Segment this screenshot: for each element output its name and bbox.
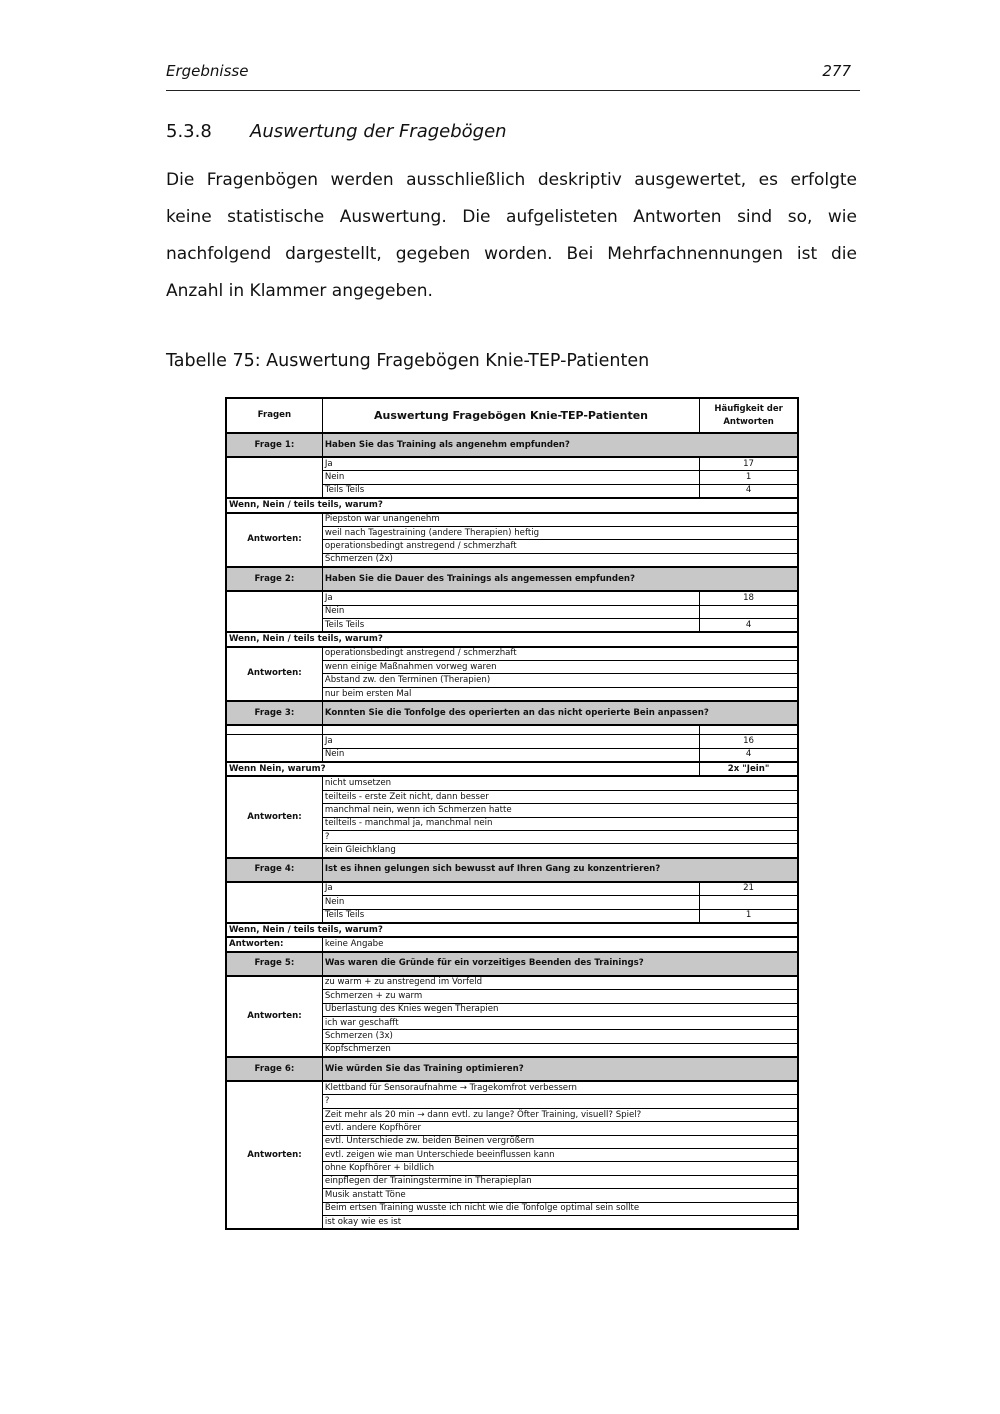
question-row bbox=[226, 567, 798, 591]
running-header bbox=[166, 60, 860, 91]
option-count bbox=[700, 896, 798, 909]
option-text: Ja bbox=[322, 591, 699, 605]
answer-text: ich war geschafft bbox=[322, 1016, 798, 1029]
col-header-frequency: Häufigkeit der Antworten bbox=[700, 398, 798, 433]
col-header-questions: Fragen bbox=[226, 398, 322, 433]
questionnaire-table bbox=[225, 397, 799, 1230]
why-row bbox=[226, 923, 798, 937]
option-text: Nein bbox=[322, 605, 699, 618]
option-count: 18 bbox=[700, 591, 798, 605]
answer-text: Schmerzen (3x) bbox=[322, 1030, 798, 1043]
answer-row bbox=[226, 1081, 798, 1095]
answer-text: keine Angabe bbox=[322, 937, 798, 951]
option-label-cell bbox=[226, 591, 322, 632]
answer-text: ? bbox=[322, 830, 798, 843]
answer-text: operationsbedingt anstregend / schmerzhaft bbox=[322, 647, 798, 661]
question-text: Was waren die Gründe für ein vorzeitiges Beenden des Trainings? bbox=[322, 952, 798, 976]
why-question: Wenn, Nein / teils teils, warum? bbox=[226, 923, 798, 937]
table-header-row bbox=[226, 398, 798, 433]
answer-text: teilteils - erste Zeit nicht, dann besser bbox=[322, 790, 798, 803]
answer-text: operationsbedingt anstregend / schmerzhaft bbox=[322, 540, 798, 553]
why-row bbox=[226, 632, 798, 646]
question-text: Wie würden Sie das Training optimieren? bbox=[322, 1057, 798, 1081]
option-text: Ja bbox=[322, 735, 699, 748]
answer-text: teilteils - manchmal ja, manchmal nein bbox=[322, 817, 798, 830]
question-number: Frage 6: bbox=[226, 1057, 322, 1081]
table-caption: Tabelle 75: Auswertung Fragebögen Knie-TEP-Patienten bbox=[166, 351, 650, 371]
col-header-title: Auswertung Fragebögen Knie-TEP-Patienten bbox=[322, 398, 699, 433]
answer-text: Überlastung des Knies wegen Therapien bbox=[322, 1003, 798, 1016]
question-text: Ist es ihnen gelungen sich bewusst auf Ihren Gang zu konzentrieren? bbox=[322, 858, 798, 882]
answer-text: evtl. zeigen wie man Unterschiede beeinflussen kann bbox=[322, 1149, 798, 1162]
option-text: Ja bbox=[322, 882, 699, 896]
question-text: Konnten Sie die Tonfolge des operierten an das nicht operierte Bein anpassen? bbox=[322, 701, 798, 725]
answer-text: Schmerzen (2x) bbox=[322, 553, 798, 567]
answer-text: zu warm + zu anstregend im Vorfeld bbox=[322, 976, 798, 990]
option-count: 16 bbox=[700, 735, 798, 748]
question-number: Frage 2: bbox=[226, 567, 322, 591]
answer-text: evtl. Unterschiede zw. beiden Beinen vergrößern bbox=[322, 1135, 798, 1148]
answer-text: evtl. andere Kopfhörer bbox=[322, 1122, 798, 1135]
option-text: Teils Teils bbox=[322, 909, 699, 923]
why-question: Wenn, Nein / teils teils, warum? bbox=[226, 498, 798, 512]
option-count: 4 bbox=[700, 748, 798, 762]
answer-row bbox=[226, 976, 798, 990]
why-question: Wenn, Nein / teils teils, warum? bbox=[226, 632, 798, 646]
answer-text: Musik anstatt Töne bbox=[322, 1189, 798, 1202]
section-heading bbox=[166, 121, 507, 142]
answer-text: einpflegen der Trainingstermine in Therapieplan bbox=[322, 1175, 798, 1188]
option-count: 1 bbox=[700, 471, 798, 484]
answers-label: Antworten: bbox=[226, 1081, 322, 1229]
option-count: 21 bbox=[700, 882, 798, 896]
option-label-cell bbox=[226, 457, 322, 498]
question-row bbox=[226, 858, 798, 882]
spacer-cell bbox=[700, 725, 798, 735]
option-count: 1 bbox=[700, 909, 798, 923]
question-row bbox=[226, 701, 798, 725]
answer-text: Piepston war unangenehm bbox=[322, 513, 798, 527]
question-number: Frage 5: bbox=[226, 952, 322, 976]
answer-text: Zeit mehr als 20 min → dann evtl. zu lange? Öfter Training, visuell? Spiel? bbox=[322, 1108, 798, 1121]
answer-text: nur beim ersten Mal bbox=[322, 687, 798, 701]
option-row bbox=[226, 457, 798, 471]
answer-text: Schmerzen + zu warm bbox=[322, 990, 798, 1003]
option-text: Nein bbox=[322, 748, 699, 762]
question-text: Haben Sie das Training als angenehm empfunden? bbox=[322, 433, 798, 457]
section-number: 5.3.8 bbox=[166, 121, 212, 142]
question-text: Haben Sie die Dauer des Trainings als angemessen empfunden? bbox=[322, 567, 798, 591]
intro-paragraph: Die Fragenbögen werden ausschließlich deskriptiv ausgewertet, es erfolgte keine statistische Auswertung. Die aufgelisteten Antworten sind so, wie nachfolgend dargestellt, gegeben worden. Bei Mehrfachnennungen ist die Anzahl in Klammer angegeben. bbox=[166, 170, 857, 301]
option-text: Ja bbox=[322, 457, 699, 471]
answers-label: Antworten: bbox=[226, 776, 322, 857]
answer-text: Abstand zw. den Terminen (Therapien) bbox=[322, 674, 798, 687]
option-text: Teils Teils bbox=[322, 484, 699, 498]
option-text: Nein bbox=[322, 471, 699, 484]
answer-text: Kopfschmerzen bbox=[322, 1043, 798, 1057]
why-row bbox=[226, 498, 798, 512]
answers-label: Antworten: bbox=[226, 937, 322, 951]
spacer-cell bbox=[322, 725, 699, 735]
spacer-cell bbox=[226, 725, 322, 735]
answer-row bbox=[226, 937, 798, 951]
option-text: Nein bbox=[322, 896, 699, 909]
question-number: Frage 1: bbox=[226, 433, 322, 457]
answer-text: ist okay wie es ist bbox=[322, 1215, 798, 1229]
answer-text: nicht umsetzen bbox=[322, 776, 798, 790]
option-text: Teils Teils bbox=[322, 618, 699, 632]
question-row bbox=[226, 1057, 798, 1081]
option-row bbox=[226, 735, 798, 748]
question-number: Frage 4: bbox=[226, 858, 322, 882]
option-row bbox=[226, 591, 798, 605]
question-row bbox=[226, 433, 798, 457]
answer-text: ohne Kopfhörer + bildlich bbox=[322, 1162, 798, 1175]
answer-text: Klettband für Sensoraufnahme → Tragekomfrot verbessern bbox=[322, 1081, 798, 1095]
answer-text: Beim ertsen Training wusste ich nicht wie die Tonfolge optimal sein sollte bbox=[322, 1202, 798, 1215]
answer-text: weil nach Tagestraining (andere Therapien) heftig bbox=[322, 526, 798, 539]
question-number: Frage 3: bbox=[226, 701, 322, 725]
page-number: 277 bbox=[822, 62, 851, 80]
spacer-row bbox=[226, 725, 798, 735]
option-count bbox=[700, 605, 798, 618]
option-count: 4 bbox=[700, 618, 798, 632]
option-label-cell bbox=[226, 882, 322, 923]
chapter-title: Ergebnisse bbox=[166, 62, 249, 80]
why-question: Wenn Nein, warum? bbox=[226, 762, 700, 776]
question-row bbox=[226, 952, 798, 976]
answer-text: kein Gleichklang bbox=[322, 844, 798, 858]
why-count: 2x "Jein" bbox=[700, 762, 798, 776]
answer-row bbox=[226, 776, 798, 790]
answer-row bbox=[226, 647, 798, 661]
answers-label: Antworten: bbox=[226, 647, 322, 702]
option-count: 17 bbox=[700, 457, 798, 471]
answers-label: Antworten: bbox=[226, 976, 322, 1057]
section-title: Auswertung der Fragebögen bbox=[250, 121, 507, 142]
why-row bbox=[226, 762, 798, 776]
answer-text: manchmal nein, wenn ich Schmerzen hatte bbox=[322, 804, 798, 817]
answers-label: Antworten: bbox=[226, 513, 322, 568]
answer-row bbox=[226, 513, 798, 527]
answer-text: ? bbox=[322, 1095, 798, 1108]
answer-text: wenn einige Maßnahmen vorweg waren bbox=[322, 661, 798, 674]
option-row bbox=[226, 882, 798, 896]
option-count: 4 bbox=[700, 484, 798, 498]
option-label-cell bbox=[226, 735, 322, 762]
